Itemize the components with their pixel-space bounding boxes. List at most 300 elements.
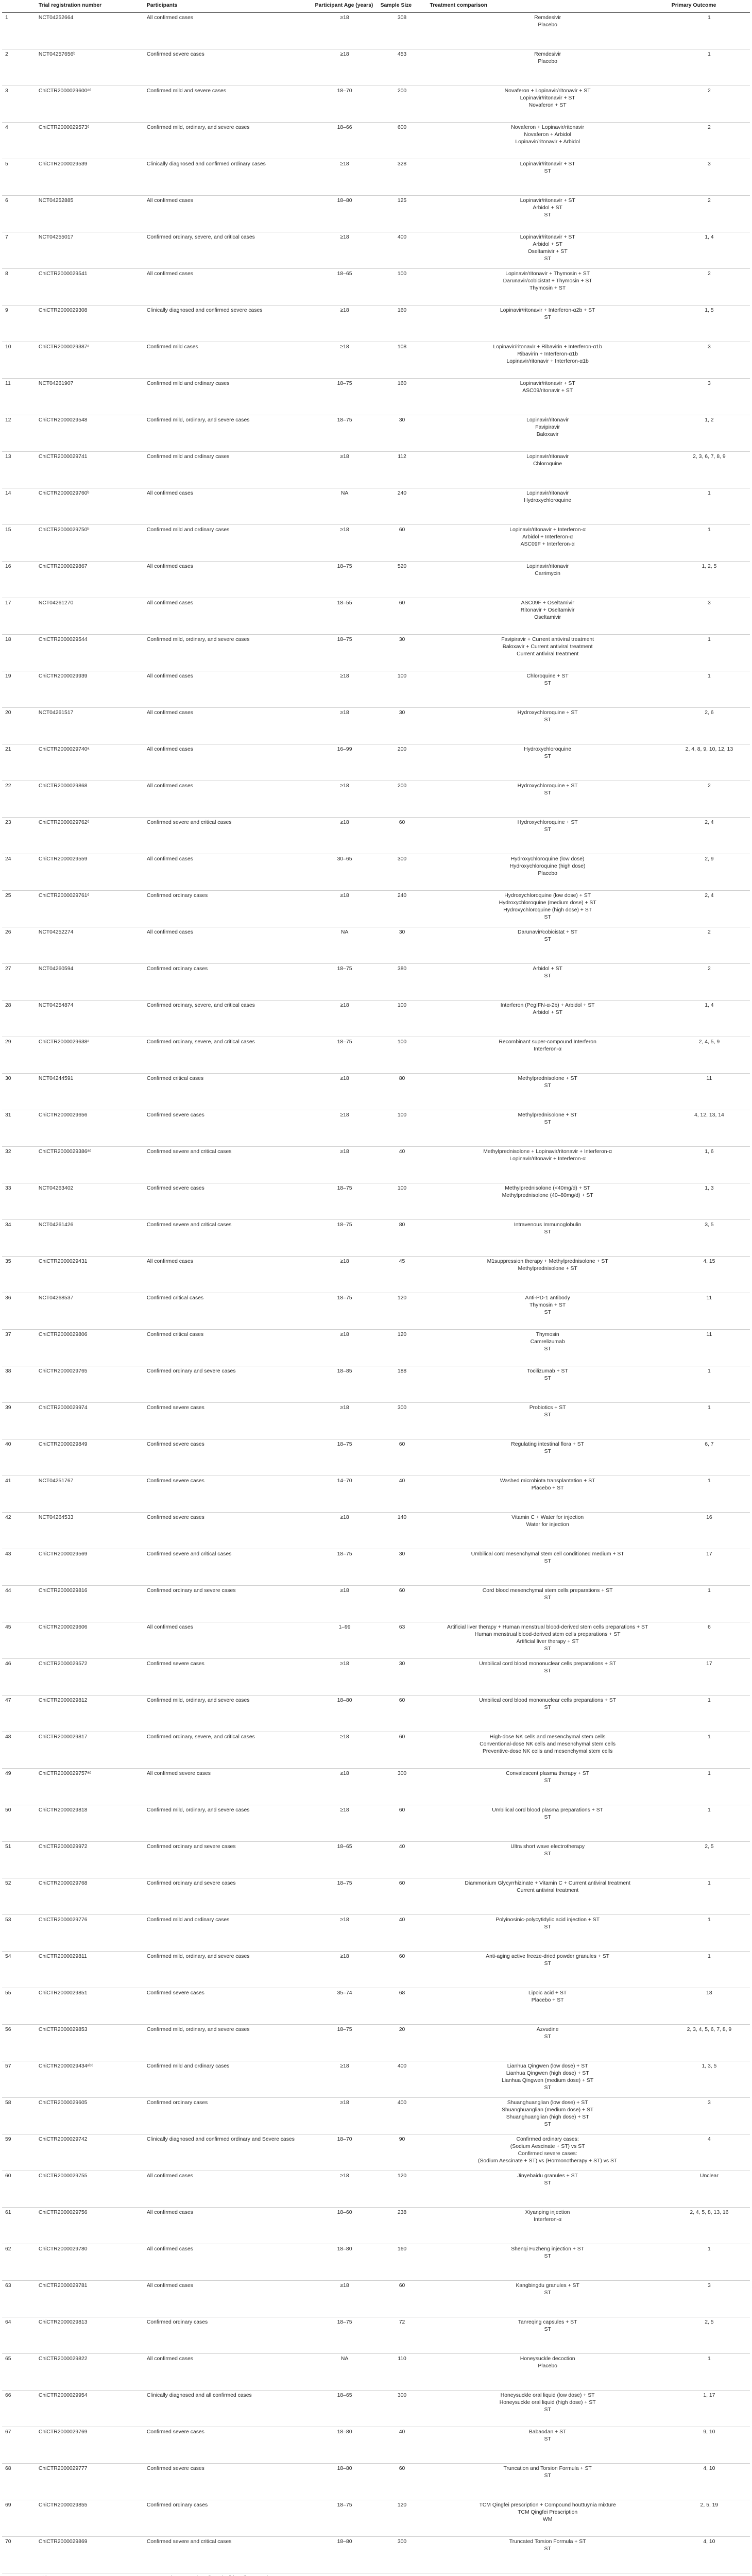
table-row	[2, 13, 750, 49]
treatment-arm: ST	[544, 1558, 551, 1564]
participant-age-cell: 14–70	[312, 1476, 378, 1513]
primary-outcome-cell: 1	[669, 1769, 750, 1805]
row-number: 13	[2, 452, 36, 488]
participant-age-cell: ≥18	[312, 452, 378, 488]
table-row	[2, 2427, 750, 2464]
trial-registration-number: ChiCTR2000029605	[36, 2098, 144, 2134]
table-row	[2, 1952, 750, 1988]
primary-outcome-cell: 2	[669, 86, 750, 123]
table-row	[2, 86, 750, 123]
trial-registration-number: ChiCTR2000029817	[36, 1732, 144, 1769]
trial-registration-number: ChiCTR2000029544	[36, 635, 144, 671]
row-number: 38	[2, 1366, 36, 1403]
participants-cell: All confirmed cases	[144, 562, 312, 598]
primary-outcome-cell: 2	[669, 269, 750, 306]
sample-size-cell: 140	[378, 1513, 427, 1549]
table-row	[2, 1476, 750, 1513]
row-number: 34	[2, 1220, 36, 1257]
treatment-arm: Polyinosinic-polycytidylic acid injection + ST	[495, 1917, 600, 1923]
participants-cell: Confirmed mild and ordinary cases	[144, 379, 312, 415]
treatment-arm: Current antiviral treatment	[517, 1888, 579, 1893]
treatment-arm: (Sodium Aescinate + ST) vs ST	[510, 2144, 585, 2149]
row-number: 50	[2, 1805, 36, 1842]
trial-registration-number: NCT04257656ᵇ	[36, 49, 144, 86]
table-row	[2, 1293, 750, 1330]
sample-size-cell: 68	[378, 1988, 427, 2025]
treatment-comparison-cell	[426, 2134, 668, 2171]
sample-size-cell: 100	[378, 1183, 427, 1220]
table-row	[2, 2281, 750, 2317]
treatment-comparison-cell	[426, 964, 668, 1001]
treatment-arm: Arbidol + ST	[533, 242, 562, 247]
sample-size-cell: 40	[378, 1147, 427, 1183]
trial-registration-number: ChiCTR2000029762ᵈ	[36, 818, 144, 854]
header-treatment-comparison: Treatment comparison	[426, 0, 668, 13]
sample-size-cell: 40	[378, 1476, 427, 1513]
treatment-comparison-cell	[426, 1586, 668, 1622]
treatment-comparison-cell	[426, 2171, 668, 2208]
trial-registration-number: ChiCTR2000029761ᵈ	[36, 891, 144, 927]
treatment-arm: Lopinavir/ritonavir + ST	[520, 198, 575, 204]
treatment-comparison-cell	[426, 123, 668, 159]
primary-outcome-cell: 1	[669, 1586, 750, 1622]
primary-outcome-cell: 1, 6	[669, 1147, 750, 1183]
primary-outcome-cell: 11	[669, 1330, 750, 1366]
treatment-arm: Lipoic acid + ST	[528, 1990, 567, 1996]
treatment-comparison-cell	[426, 1001, 668, 1037]
table-row	[2, 927, 750, 964]
treatment-arm: ST	[544, 1229, 551, 1235]
row-number: 57	[2, 2061, 36, 2098]
treatment-comparison-cell	[426, 488, 668, 525]
treatment-arm: ST	[544, 256, 551, 262]
treatment-arm: ST	[544, 2122, 551, 2127]
row-number: 25	[2, 891, 36, 927]
primary-outcome-cell: 2, 5, 19	[669, 2500, 750, 2537]
table-header-row	[2, 0, 750, 13]
primary-outcome-cell: 2, 3, 4, 5, 6, 7, 8, 9	[669, 2025, 750, 2061]
treatment-arm: Oseltamivir	[534, 615, 561, 620]
primary-outcome-cell: 2	[669, 781, 750, 818]
participant-age-cell: 18–80	[312, 2537, 378, 2573]
trial-registration-number: ChiCTR2000029548	[36, 415, 144, 452]
participant-age-cell: 18–75	[312, 379, 378, 415]
participants-cell: All confirmed cases	[144, 927, 312, 964]
row-number: 20	[2, 708, 36, 744]
treatment-arm: Arbidol + ST	[533, 1010, 562, 1015]
primary-outcome-cell: 3	[669, 342, 750, 379]
sample-size-cell: 240	[378, 891, 427, 927]
treatment-arm: Hydroxychloroquine (medium dose) + ST	[499, 900, 596, 906]
row-number: 42	[2, 1513, 36, 1549]
table-row	[2, 964, 750, 1001]
row-number: 66	[2, 2391, 36, 2427]
treatment-arm: Methylprednisolone + ST	[518, 1266, 577, 1272]
trial-registration-number: ChiCTR2000029939	[36, 671, 144, 708]
sample-size-cell: 60	[378, 1732, 427, 1769]
row-number: 56	[2, 2025, 36, 2061]
primary-outcome-cell: 1	[669, 488, 750, 525]
treatment-arm: ST	[544, 2180, 551, 2186]
participants-cell: Confirmed severe cases	[144, 1988, 312, 2025]
treatment-comparison-cell	[426, 1110, 668, 1147]
sample-size-cell: 400	[378, 232, 427, 269]
primary-outcome-cell: 1	[669, 49, 750, 86]
participants-cell: Confirmed mild and ordinary cases	[144, 2061, 312, 2098]
primary-outcome-cell: 18	[669, 1988, 750, 2025]
trial-registration-number: ChiCTR2000029853	[36, 2025, 144, 2061]
treatment-comparison-cell	[426, 2573, 668, 2576]
participants-cell: All confirmed cases	[144, 2281, 312, 2317]
primary-outcome-cell: 1, 3, 5	[669, 2061, 750, 2098]
table-row	[2, 1586, 750, 1622]
treatment-arm: Convalescent plasma therapy + ST	[506, 1771, 590, 1776]
row-number: 59	[2, 2134, 36, 2171]
participant-age-cell: ≥18	[312, 1915, 378, 1952]
sample-size-cell: 300	[378, 1403, 427, 1439]
table-row	[2, 2464, 750, 2500]
row-number: 30	[2, 1074, 36, 1110]
trial-registration-number: ChiCTR2000029851	[36, 1988, 144, 2025]
participants-cell: Confirmed critical cases	[144, 1293, 312, 1330]
treatment-comparison-cell	[426, 781, 668, 818]
treatment-comparison-cell	[426, 2354, 668, 2391]
sample-size-cell: 120	[378, 2500, 427, 2537]
row-number: 60	[2, 2171, 36, 2208]
treatment-arm: Ultra short wave electrotherapy	[510, 1844, 585, 1850]
treatment-comparison-cell	[426, 86, 668, 123]
treatment-comparison-cell	[426, 1842, 668, 1878]
table-row	[2, 2537, 750, 2573]
trial-registration-number: NCT04261907	[36, 379, 144, 415]
participants-cell: Confirmed severe and critical cases	[144, 1549, 312, 1586]
treatment-arm: Darunavir/cobicistat + ST	[517, 929, 578, 935]
sample-size-cell: 600	[378, 123, 427, 159]
participants-cell: Confirmed ordinary cases	[144, 964, 312, 1001]
trial-registration-number: ChiCTR2000029855	[36, 2500, 144, 2537]
sample-size-cell: 45	[378, 1257, 427, 1293]
row-number: 61	[2, 2208, 36, 2244]
participant-age-cell: ≥18	[312, 159, 378, 196]
primary-outcome-cell: 11	[669, 1293, 750, 1330]
treatment-comparison-cell	[426, 598, 668, 635]
sample-size-cell: 60	[378, 525, 427, 562]
sample-size-cell: 453	[378, 49, 427, 86]
treatment-arm: ASC09/ritonavir + ST	[522, 388, 573, 394]
table-row	[2, 1330, 750, 1366]
sample-size-cell: 60	[378, 1952, 427, 1988]
participant-age-cell: 18–75	[312, 964, 378, 1001]
treatment-arm: High-dose NK cells and mesenchymal stem cells	[489, 1734, 606, 1740]
sample-size-cell: 20	[378, 2025, 427, 2061]
treatment-arm: Lopinavir/ritonavir + Ribavirin + Interferon-α1b	[493, 344, 602, 350]
row-number: 44	[2, 1586, 36, 1622]
treatment-comparison-cell	[426, 1952, 668, 1988]
treatment-comparison-cell	[426, 2098, 668, 2134]
treatment-arm: ST	[544, 1924, 551, 1930]
table-row	[2, 854, 750, 891]
treatment-arm: Darunavir/cobicistat + Thymosin + ST	[503, 278, 592, 284]
sample-size-cell: 40	[378, 2427, 427, 2464]
participant-age-cell: ≥18	[312, 671, 378, 708]
trial-registration-number: ChiCTR2000029868	[36, 781, 144, 818]
participants-cell: Confirmed ordinary and severe cases	[144, 1842, 312, 1878]
treatment-arm: TCM Qingfei prescription + Compound houttuynia mixture	[479, 2502, 616, 2508]
treatment-arm: Lopinavir/ritonavir + Interferon-α	[509, 527, 586, 533]
trial-registration-number: ChiCTR2000029780	[36, 2244, 144, 2281]
table-row	[2, 269, 750, 306]
treatment-arm: ASC09F + Interferon-α	[520, 541, 575, 547]
treatment-arm: ST	[544, 1376, 551, 1381]
treatment-arm: ST	[544, 2473, 551, 2479]
treatment-arm: Methylprednisolone (40–80mg/d) + ST	[502, 1193, 593, 1198]
row-number: 53	[2, 1915, 36, 1952]
sample-size-cell: 300	[378, 1769, 427, 1805]
primary-outcome-cell: 1	[669, 525, 750, 562]
treatment-arm: Baloxavir + Current antiviral treatment	[502, 644, 593, 650]
participant-age-cell: ≥18	[312, 1403, 378, 1439]
treatment-arm: Interferon-α	[534, 2217, 562, 2223]
table-row	[2, 2134, 750, 2171]
treatment-comparison-cell	[426, 708, 668, 744]
trial-registration-number: ChiCTR2000029386ᵃᵈ	[36, 1147, 144, 1183]
sample-size-cell: 160	[378, 379, 427, 415]
participant-age-cell: 18–80	[312, 196, 378, 232]
treatment-arm: Lopinavir/ritonavir + Interferon-α	[509, 1156, 586, 1162]
participant-age-cell: ≥18	[312, 1659, 378, 1696]
participant-age-cell: 18–85	[312, 1366, 378, 1403]
primary-outcome-cell: 3	[669, 159, 750, 196]
participants-cell: All confirmed cases	[144, 744, 312, 781]
participant-age-cell: ≥18	[312, 1952, 378, 1988]
treatment-arm: Xiyanping injection	[525, 2210, 570, 2215]
participants-cell: Confirmed mild, ordinary, and severe cases	[144, 2025, 312, 2061]
treatment-arm: Hydroxychloroquine + ST	[517, 820, 578, 825]
primary-outcome-cell: 1, 3	[669, 1183, 750, 1220]
table-row	[2, 1513, 750, 1549]
table-row	[2, 2208, 750, 2244]
table-row	[2, 1805, 750, 1842]
treatment-arm: Current antiviral treatment	[517, 651, 579, 657]
treatment-arm: ST	[544, 827, 551, 833]
treatment-arm: ST	[544, 2034, 551, 2040]
trial-registration-number: ChiCTR2000029760ᵇ	[36, 488, 144, 525]
table-row	[2, 525, 750, 562]
primary-outcome-cell: 1	[669, 1732, 750, 1769]
treatment-arm: ASC09F + Oseltamivir	[521, 600, 574, 606]
participants-cell: Confirmed severe cases	[144, 1110, 312, 1147]
trial-registration-number: ChiCTR2000029776	[36, 1915, 144, 1952]
treatment-arm: ST	[544, 1595, 551, 1601]
treatment-comparison-cell	[426, 1915, 668, 1952]
treatment-arm: (Sodium Aescinate + ST) vs (Hormonotherapy + ST) vs ST	[478, 2158, 618, 2164]
treatment-arm: Washed microbiota transplantation + ST	[500, 1478, 595, 1484]
treatment-arm: Tanreqing capsules + ST	[518, 2319, 577, 2325]
participants-cell: Confirmed mild and ordinary cases	[144, 525, 312, 562]
treatment-comparison-cell	[426, 232, 668, 269]
participant-age-cell: ≥18	[312, 781, 378, 818]
participant-age-cell: ≥18	[312, 1586, 378, 1622]
row-number: 45	[2, 1622, 36, 1659]
treatment-arm: Novaferon + ST	[528, 103, 567, 108]
primary-outcome-cell: 2	[669, 927, 750, 964]
treatment-arm: Lopinavir/ritonavir + ST	[520, 381, 575, 386]
sample-size-cell: 400	[378, 2098, 427, 2134]
primary-outcome-cell: 1	[669, 1403, 750, 1439]
participants-cell: All confirmed cases	[144, 854, 312, 891]
sample-size-cell: 80	[378, 1074, 427, 1110]
sample-size-cell: 300	[378, 2537, 427, 2573]
treatment-arm: ST	[544, 2546, 551, 2552]
treatment-arm: Vitamin C + Water for injection	[511, 1515, 584, 1520]
sample-size-cell: 72	[378, 2317, 427, 2354]
treatment-arm: Cord blood mesenchymal stem cells preparations + ST	[482, 1588, 613, 1594]
treatment-comparison-cell	[426, 1805, 668, 1842]
row-number: 12	[2, 415, 36, 452]
sample-size-cell: 200	[378, 744, 427, 781]
treatment-arm: ST	[544, 1778, 551, 1784]
sample-size-cell: 160	[378, 306, 427, 342]
treatment-arm: ST	[544, 1705, 551, 1710]
row-number	[2, 2573, 36, 2576]
participant-age-cell: ≥18	[312, 13, 378, 49]
participants-cell: Confirmed mild, ordinary, and severe cases	[144, 1952, 312, 1988]
table-body	[2, 13, 750, 2576]
participant-age-cell: ≥18	[312, 1769, 378, 1805]
primary-outcome-cell: 16	[669, 1513, 750, 1549]
row-number: 19	[2, 671, 36, 708]
table-row	[2, 1110, 750, 1147]
table-row	[2, 1842, 750, 1878]
participants-cell: All confirmed cases	[144, 488, 312, 525]
sample-size-cell: 60	[378, 2464, 427, 2500]
participants-cell: All confirmed cases	[144, 598, 312, 635]
treatment-arm: Hydroxychloroquine (low dose)	[510, 856, 585, 862]
sample-size-cell: 380	[378, 964, 427, 1001]
table-row	[2, 598, 750, 635]
primary-outcome-cell: 2, 4, 8, 9, 10, 12, 13	[669, 744, 750, 781]
participants-cell: Confirmed mild, ordinary, and severe cases	[144, 123, 312, 159]
treatment-arm: ST	[544, 790, 551, 796]
treatment-arm: WM	[542, 2517, 553, 2522]
participant-age-cell: 35–74	[312, 1988, 378, 2025]
primary-outcome-cell: 1	[669, 671, 750, 708]
treatment-comparison-cell	[426, 1147, 668, 1183]
sample-size-cell: 300	[378, 854, 427, 891]
primary-outcome-cell: 2, 4	[669, 818, 750, 854]
participants-cell	[144, 2573, 312, 2576]
treatment-comparison-cell	[426, 1988, 668, 2025]
treatment-arm: Anti-PD-1 antibody	[525, 1295, 570, 1301]
treatment-comparison-cell	[426, 1257, 668, 1293]
participant-age-cell: 18–75	[312, 2025, 378, 2061]
primary-outcome-cell: 1	[669, 13, 750, 49]
row-number: 3	[2, 86, 36, 123]
treatment-arm: Chloroquine	[533, 461, 562, 467]
table-row	[2, 1074, 750, 1110]
participants-cell: All confirmed cases	[144, 1622, 312, 1659]
row-number: 54	[2, 1952, 36, 1988]
treatment-arm: Hydroxychloroquine (high dose) + ST	[503, 907, 592, 913]
primary-outcome-cell: 4, 15	[669, 1257, 750, 1293]
trial-registration-number: ChiCTR2000029573ᵈ	[36, 123, 144, 159]
sample-size-cell: 60	[378, 1805, 427, 1842]
row-number: 26	[2, 927, 36, 964]
trial-registration-number: ChiCTR2000029559	[36, 854, 144, 891]
sample-size-cell: 110	[378, 2354, 427, 2391]
primary-outcome-cell: 2, 9	[669, 854, 750, 891]
table-row	[2, 1732, 750, 1769]
participants-cell: Confirmed severe cases	[144, 1513, 312, 1549]
primary-outcome-cell: 1	[669, 635, 750, 671]
treatment-arm: Lopinavir/ritonavir	[526, 564, 569, 569]
table-row	[2, 1878, 750, 1915]
treatment-arm: Artificial liver therapy + Human menstrual blood-derived stem cells preparations + ST	[447, 1624, 648, 1630]
treatment-comparison-cell	[426, 49, 668, 86]
treatment-arm: Regulating intestinal flora + ST	[511, 1442, 585, 1447]
row-number: 48	[2, 1732, 36, 1769]
treatment-comparison-cell	[426, 2208, 668, 2244]
participant-age-cell: ≥18	[312, 1330, 378, 1366]
treatment-arm: ST	[544, 1083, 551, 1089]
row-number: 11	[2, 379, 36, 415]
treatment-comparison-cell	[426, 1549, 668, 1586]
treatment-arm: Thymosin + ST	[529, 285, 566, 291]
sample-size-cell: 60	[378, 1586, 427, 1622]
participants-cell: All confirmed cases	[144, 2171, 312, 2208]
treatment-arm: Novaferon + Arbidol	[524, 132, 571, 138]
primary-outcome-cell: 1	[669, 2354, 750, 2391]
sample-size-cell: 63	[378, 1622, 427, 1659]
treatment-arm: Arbidol + Interferon-α	[522, 534, 573, 540]
table-row	[2, 1622, 750, 1659]
participant-age-cell: 18–75	[312, 1037, 378, 1074]
sample-size-cell: 308	[378, 13, 427, 49]
participants-cell: All confirmed cases	[144, 781, 312, 818]
row-number: 10	[2, 342, 36, 379]
primary-outcome-cell: 2	[669, 196, 750, 232]
primary-outcome-cell: 1	[669, 1915, 750, 1952]
header-no	[2, 0, 36, 13]
trial-registration-number: ChiCTR2000029569	[36, 1549, 144, 1586]
participant-age-cell: ≥18	[312, 818, 378, 854]
treatment-arm: ST	[544, 2436, 551, 2442]
treatment-arm: Preventive-dose NK cells and mesenchymal stem cells	[482, 1749, 613, 1754]
table-row	[2, 818, 750, 854]
treatment-arm: Honeysuckle oral liquid (high dose) + ST	[499, 2400, 596, 2405]
primary-outcome-cell: 4, 10	[669, 2464, 750, 2500]
primary-outcome-cell	[669, 2573, 750, 2576]
row-number: 35	[2, 1257, 36, 1293]
table-row	[2, 488, 750, 525]
participant-age-cell: 18–66	[312, 123, 378, 159]
participant-age-cell: ≥18	[312, 1257, 378, 1293]
trial-registration-number: ChiCTR2000029811	[36, 1952, 144, 1988]
sample-size-cell: 400	[378, 2061, 427, 2098]
sample-size-cell: 200	[378, 86, 427, 123]
sample-size-cell: 328	[378, 159, 427, 196]
participant-age-cell: ≥18	[312, 1147, 378, 1183]
participant-age-cell: 18–80	[312, 2244, 378, 2281]
primary-outcome-cell: 2, 4, 5, 8, 13, 16	[669, 2208, 750, 2244]
table-row	[2, 1037, 750, 1074]
participant-age-cell: ≥18	[312, 1732, 378, 1769]
primary-outcome-cell: 3	[669, 379, 750, 415]
treatment-comparison-cell	[426, 671, 668, 708]
treatment-arm: Methylprednisolone + Lopinavir/ritonavir + Interferon-α	[483, 1149, 612, 1155]
trial-registration-number: ChiCTR2000029606	[36, 1622, 144, 1659]
treatment-arm: Diammonium Glycyrrhizinate + Vitamin C + Current antiviral treatment	[465, 1880, 630, 1886]
